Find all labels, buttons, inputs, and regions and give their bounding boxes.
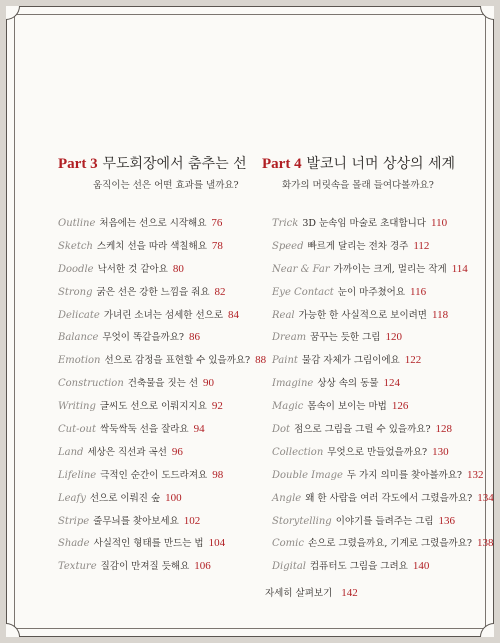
part4-entry-list [272, 212, 492, 578]
entry-korean-title: 꿈꾸는 듯한 그림 [310, 332, 381, 344]
entry-korean-title: 스케치 선을 따라 색칠해요 [96, 240, 207, 252]
entry-korean-title: 선으로 이뤄진 숲 [89, 492, 161, 504]
entry-korean-title: 줄무늬를 찾아보세요 [93, 515, 179, 527]
entry-english-title: Paint [272, 355, 298, 367]
toc-entry[interactable] [272, 418, 492, 441]
entry-page-number: 132 [467, 468, 484, 481]
entry-page-number: 120 [385, 331, 402, 344]
entry-page-number: 110 [430, 217, 448, 229]
entry-page-number: 98 [212, 468, 224, 481]
entry-page-number: 140 [412, 560, 430, 573]
entry-english-title: Strong [58, 286, 93, 298]
entry-english-title: Trick [272, 218, 299, 229]
toc-entry[interactable] [58, 235, 263, 258]
entry-page-number: 94 [193, 423, 205, 436]
entry-korean-title: 무엇으로 만들었을까요? [327, 446, 428, 458]
entry-korean-title: 이야기를 들려주는 그림 [335, 515, 434, 527]
part4-heading [262, 155, 492, 173]
closing-entry[interactable] [265, 585, 358, 599]
toc-entry[interactable] [58, 212, 263, 235]
part3-heading [58, 155, 263, 173]
toc-entry[interactable] [58, 555, 263, 578]
entry-korean-title: 극적인 순간이 도드라져요 [100, 469, 208, 481]
entry-korean-title: 글씨도 선으로 이뤄지지요 [99, 401, 207, 413]
part3-subtitle: 움직이는 선은 어떤 효과를 낼까요? [93, 180, 239, 191]
entry-english-title: Shade [58, 538, 90, 550]
entry-page-number: 100 [165, 491, 182, 504]
entry-page-number: 116 [410, 285, 427, 298]
toc-entry[interactable] [272, 258, 492, 281]
entry-korean-title: 두 가지 의미를 찾아볼까요? [346, 469, 462, 481]
toc-entry[interactable] [272, 304, 492, 327]
entry-english-title: Stripe [58, 515, 90, 527]
entry-english-title: Digital [272, 561, 306, 573]
entry-korean-title: 몸속이 보이는 마법 [307, 401, 387, 413]
entry-english-title: Comic [272, 538, 304, 550]
entry-korean-title: 왜 한 사람을 여러 각도에서 그렸을까요? [305, 492, 473, 504]
entry-page-number: 126 [391, 400, 409, 413]
toc-entry[interactable] [272, 464, 492, 487]
toc-entry[interactable] [272, 326, 492, 349]
entry-english-title: Outline [58, 218, 96, 229]
entry-page-number: 82 [214, 285, 226, 298]
entry-english-title: Balance [58, 332, 99, 344]
entry-page-number: 96 [171, 445, 183, 458]
part3-label: Part 3 [58, 156, 98, 172]
part3-title: 무도회장에서 춤추는 선 [102, 156, 247, 172]
entry-english-title: Magic [272, 401, 304, 413]
entry-english-title: Lifeline [58, 469, 97, 481]
entry-english-title: Land [58, 446, 84, 458]
entry-page-number: 102 [183, 514, 201, 527]
toc-entry[interactable] [272, 212, 492, 235]
entry-english-title: Delicate [58, 309, 100, 321]
entry-korean-title: 컴퓨터도 그림을 그려요 [310, 561, 408, 573]
entry-english-title: Real [272, 309, 295, 321]
part4-label: Part 4 [262, 156, 302, 172]
toc-entry[interactable] [58, 418, 263, 441]
entry-english-title: Cut-out [58, 424, 96, 436]
toc-entry[interactable] [58, 464, 263, 487]
entry-page-number: 136 [438, 514, 456, 527]
entry-english-title: Eye Contact [272, 286, 334, 298]
entry-english-title: Double Image [272, 469, 343, 481]
entry-korean-title: 선으로 감정을 표현할 수 있을까요? [104, 355, 251, 367]
entry-english-title: Doodle [58, 263, 94, 275]
entry-page-number: 76 [211, 217, 223, 229]
entry-page-number: 78 [211, 239, 223, 252]
entry-korean-title: 싹둑싹둑 선을 잘라요 [99, 424, 189, 436]
entry-korean-title: 무엇이 똑같을까요? [102, 332, 184, 344]
toc-entry[interactable] [272, 532, 492, 555]
toc-entry[interactable] [58, 326, 263, 349]
toc-entry[interactable] [272, 372, 492, 395]
entry-english-title: Emotion [58, 355, 101, 367]
entry-page-number: 130 [432, 445, 449, 458]
entry-page-number: 84 [228, 308, 240, 321]
entry-english-title: Collection [272, 446, 324, 458]
part3-entry-list [58, 212, 267, 578]
entry-page-number: 138 [476, 537, 494, 550]
toc-entry[interactable] [272, 441, 492, 464]
entry-english-title: Sketch [58, 240, 93, 252]
entry-page-number: 118 [431, 308, 449, 321]
entry-korean-title: 낙서한 것 같아요 [97, 263, 168, 275]
entry-page-number: 104 [208, 537, 226, 550]
entry-korean-title: 빠르게 달리는 전차 경주 [307, 240, 409, 252]
entry-page-number: 128 [435, 423, 453, 436]
entry-korean-title: 사실적인 형태를 만드는 법 [93, 538, 204, 550]
entry-page-number: 112 [413, 239, 430, 252]
toc-entry[interactable] [272, 395, 492, 418]
toc-entry[interactable] [272, 349, 492, 372]
entry-english-title: Dot [272, 424, 291, 436]
toc-entry[interactable] [272, 487, 492, 510]
toc-entry[interactable] [272, 510, 492, 533]
toc-entry[interactable] [58, 372, 263, 395]
entry-english-title: Imagine [272, 378, 314, 390]
entry-korean-title: 상상 속의 동물 [317, 378, 379, 390]
toc-entry[interactable] [58, 487, 263, 510]
entry-korean-title: 눈이 마주쳤어요 [337, 286, 406, 298]
entry-page-number: 106 [194, 560, 211, 573]
toc-entry[interactable] [58, 441, 263, 464]
entry-page-number: 124 [383, 377, 400, 390]
entry-korean-title: 가녀린 소녀는 섬세한 선으로 [103, 309, 224, 321]
toc-entry[interactable] [58, 349, 267, 372]
entry-page-number: 88 [255, 354, 267, 367]
entry-korean-title: 처음에는 선으로 시작해요 [99, 218, 207, 229]
toc-entry[interactable] [58, 532, 263, 555]
entry-english-title: Near & Far [272, 263, 330, 275]
entry-korean-title: 질감이 만져질 듯해요 [100, 561, 190, 573]
entry-english-title: Storytelling [272, 515, 332, 527]
entry-english-title: Leafy [58, 492, 86, 504]
entry-korean-title: 굵은 선은 강한 느낌을 줘요 [96, 286, 210, 298]
part4-section [262, 155, 492, 578]
toc-entry[interactable] [58, 510, 263, 533]
entry-page-number: 134 [477, 491, 494, 504]
entry-english-title: Speed [272, 240, 304, 252]
entry-english-title: Construction [58, 378, 124, 390]
entry-korean-title: 가까이는 크게, 멀리는 작게 [333, 263, 447, 275]
part4-subtitle: 화가의 머릿속을 몰래 들여다볼까요? [282, 180, 434, 191]
entry-page-number: 80 [172, 262, 184, 275]
entry-korean-title: 3D 눈속임 마술로 초대합니다 [302, 218, 426, 229]
entry-english-title: Angle [272, 492, 302, 504]
part4-title: 발코니 너머 상상의 세계 [306, 156, 456, 172]
toc-entry[interactable] [58, 258, 263, 281]
entry-english-title: Texture [58, 561, 97, 573]
toc-entry[interactable] [58, 395, 263, 418]
toc-entry[interactable] [272, 235, 492, 258]
part3-section [58, 155, 267, 578]
entry-page-number: 114 [451, 262, 468, 275]
entry-page-number: 92 [211, 400, 223, 413]
closing-title: 자세히 살펴보기 [265, 588, 333, 599]
entry-page-number: 86 [188, 331, 200, 344]
entry-korean-title: 가능한 한 사실적으로 보이려면 [298, 309, 427, 321]
toc-entry[interactable] [58, 304, 263, 327]
toc-entry[interactable] [272, 555, 492, 578]
entry-english-title: Dream [272, 332, 307, 344]
entry-english-title: Writing [58, 401, 96, 413]
entry-korean-title: 세상은 직선과 곡선 [87, 446, 167, 458]
entry-korean-title: 점으로 그림을 그릴 수 있을까요? [294, 424, 431, 436]
entry-page-number: 122 [404, 354, 422, 367]
entry-korean-title: 손으로 그렸을까요, 기계로 그렸을까요? [307, 538, 472, 550]
toc-entry[interactable] [58, 281, 263, 304]
toc-entry[interactable] [272, 281, 492, 304]
entry-korean-title: 물감 자체가 그림이에요 [301, 355, 400, 367]
entry-korean-title: 건축물을 짓는 선 [127, 378, 199, 390]
closing-page-number: 142 [341, 587, 358, 599]
entry-page-number: 90 [203, 377, 215, 390]
